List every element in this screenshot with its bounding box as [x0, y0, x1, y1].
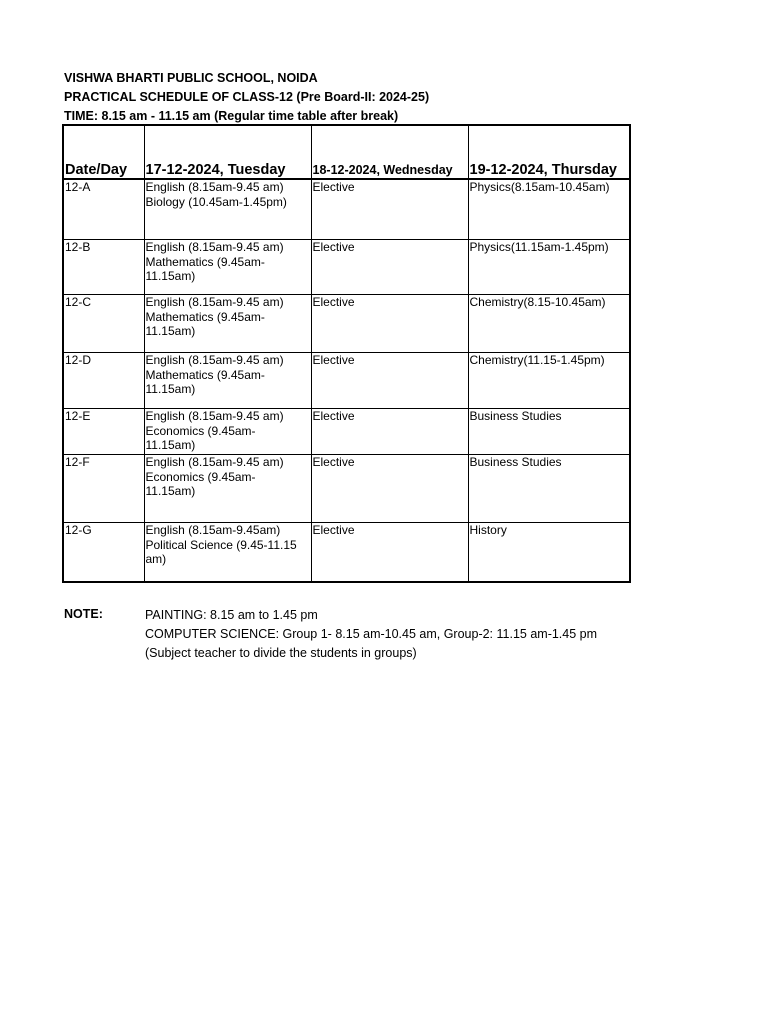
table-row [63, 295, 630, 353]
day-1-cell [144, 295, 311, 353]
column-header-day-1: 17-12-2024, Tuesday [144, 125, 311, 179]
day-3-cell: Chemistry(11.15-1.45pm) [468, 353, 630, 409]
day-1-line: Economics (9.45am- [145, 423, 256, 438]
class-cell: 12-F [63, 455, 144, 523]
day-2-cell: Elective [311, 295, 468, 353]
class-cell: 12-C [63, 295, 144, 353]
note-lines [145, 606, 597, 663]
note-label: NOTE: [64, 607, 103, 621]
day-1-cell [144, 409, 311, 455]
day-2-cell: Elective [311, 409, 468, 455]
day-1-line: English (8.15am-9.45 am) [145, 409, 284, 423]
day-1-line: 11.15am) [145, 382, 196, 396]
day-3-cell: Physics(11.15am-1.45pm) [468, 240, 630, 295]
day-1-line: 11.15am) [145, 324, 196, 338]
class-cell: 12-G [63, 523, 144, 583]
schedule-time: TIME: 8.15 am - 11.15 am (Regular time table after break) [64, 109, 399, 123]
day-1-cell [144, 353, 311, 409]
table-row [63, 353, 630, 409]
day-1-line: English (8.15am-9.45 am) [145, 180, 284, 194]
note-line-computer-science: COMPUTER SCIENCE: Group 1- 8.15 am-10.45 am, Group-2: 11.15 am-1.45 pm [145, 627, 598, 641]
day-1-line: Mathematics (9.45am- [145, 309, 265, 324]
day-1-cell [144, 179, 311, 240]
day-1-cell [144, 523, 311, 583]
table-row [63, 455, 630, 523]
day-2-cell: Elective [311, 179, 468, 240]
day-1-line: 11.15am) [145, 269, 196, 283]
table-row [63, 179, 630, 240]
class-cell: 12-A [63, 179, 144, 240]
column-header-date-day: Date/Day [63, 125, 144, 179]
day-2-cell: Elective [311, 455, 468, 523]
day-1-line: English (8.15am-9.45am) [145, 523, 281, 537]
day-2-cell: Elective [311, 353, 468, 409]
note-line-painting: PAINTING: 8.15 am to 1.45 pm [145, 608, 318, 622]
column-header-day-2: 18-12-2024, Wednesday [311, 125, 468, 179]
column-header-day-3: 19-12-2024, Thursday [468, 125, 630, 179]
day-3-cell: History [468, 523, 630, 583]
class-cell: 12-B [63, 240, 144, 295]
note-line-instruction: (Subject teacher to divide the students in groups) [145, 646, 417, 660]
day-1-line: Political Science (9.45-11.15 [145, 537, 297, 552]
day-2-cell: Elective [311, 240, 468, 295]
day-1-line: 11.15am) [145, 438, 196, 452]
table-row [63, 523, 630, 583]
schedule-table [62, 124, 631, 583]
day-1-line: English (8.15am-9.45 am) [145, 455, 284, 469]
day-1-line: Mathematics (9.45am- [145, 367, 265, 382]
day-1-cell [144, 455, 311, 523]
day-3-cell: Business Studies [468, 409, 630, 455]
schedule-title: PRACTICAL SCHEDULE OF CLASS-12 (Pre Board-II: 2024-25) [64, 90, 430, 104]
day-1-cell [144, 240, 311, 295]
table-header-row [63, 125, 630, 179]
day-3-cell: Physics(8.15am-10.45am) [468, 179, 630, 240]
day-1-line: English (8.15am-9.45 am) [145, 240, 284, 254]
class-cell: 12-E [63, 409, 144, 455]
class-cell: 12-D [63, 353, 144, 409]
day-1-line: 11.15am) [145, 484, 196, 498]
day-1-line: Mathematics (9.45am- [145, 254, 265, 269]
table-row [63, 240, 630, 295]
day-1-line: am) [145, 552, 167, 566]
day-3-cell: Chemistry(8.15-10.45am) [468, 295, 630, 353]
school-name: VISHWA BHARTI PUBLIC SCHOOL, NOIDA [64, 71, 318, 85]
day-2-cell: Elective [311, 523, 468, 583]
day-3-cell: Business Studies [468, 455, 630, 523]
day-1-line: Biology (10.45am-1.45pm) [145, 194, 287, 209]
day-1-line: Economics (9.45am- [145, 469, 256, 484]
day-1-line: English (8.15am-9.45 am) [145, 295, 284, 309]
table-row [63, 409, 630, 455]
day-1-line: English (8.15am-9.45 am) [145, 353, 284, 367]
